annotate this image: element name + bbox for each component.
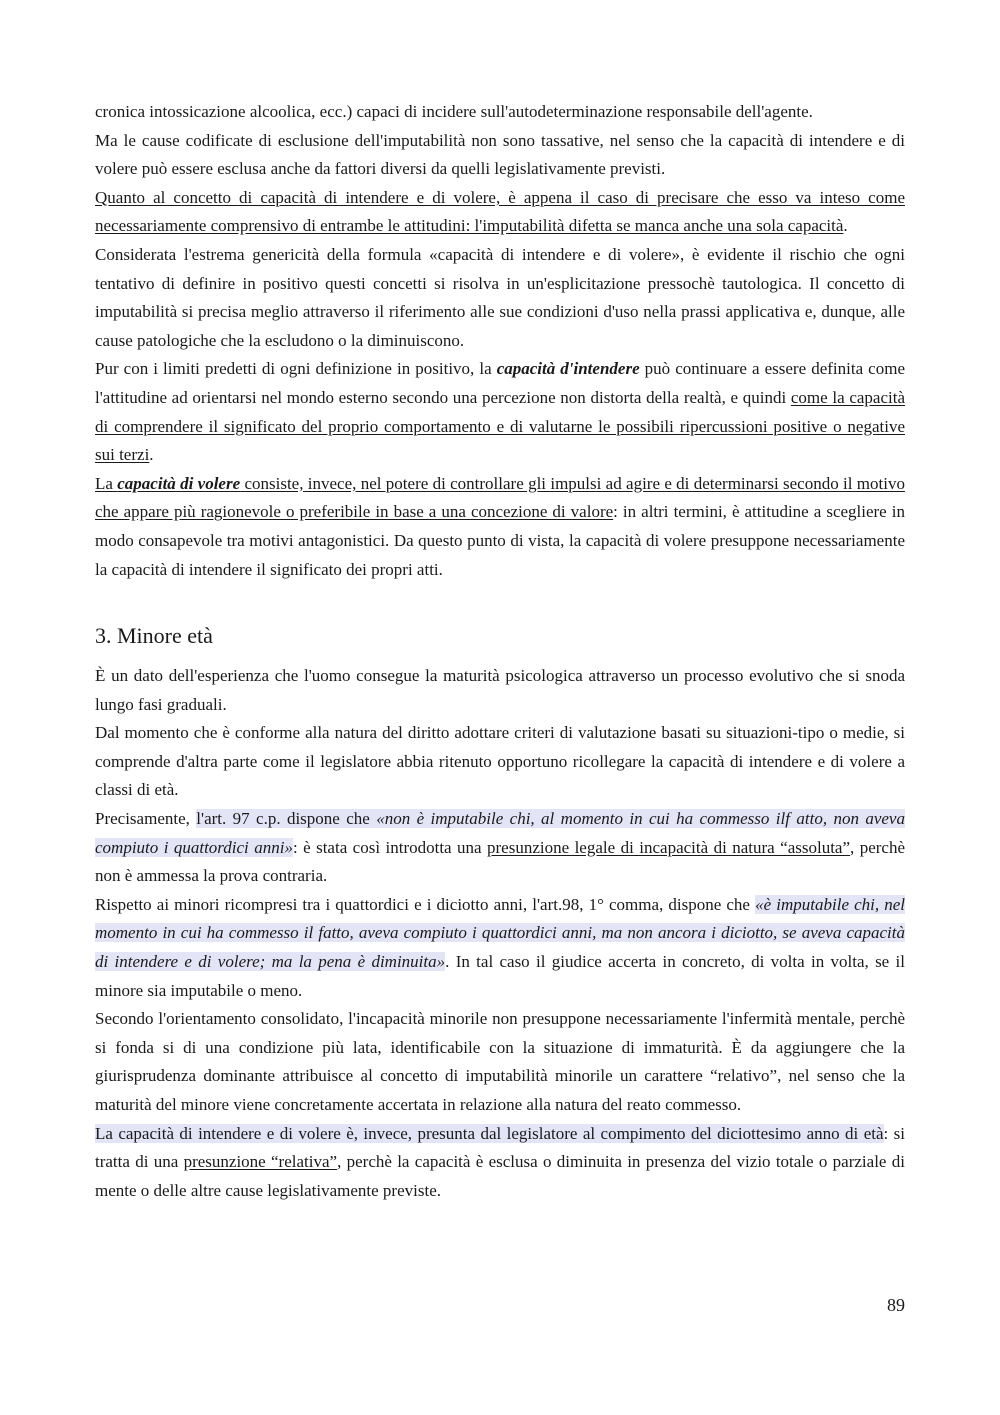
underlined-text: Quanto al concetto di capacità di intendere e di volere, è appena il caso di precisare che esso va inteso come necessariamente comprensivo di entrambe le attitudini: l'imputabilità difetta se manca anche una sola capacità (95, 187, 905, 236)
paragraph-5-text-a: Pur con i limiti predetti di ogni definizione in positivo, la (95, 359, 497, 379)
highlighted-quote: «non è imputabile chi, al momento in cui ha commesso ilf atto, non aveva compiuto i quattordici anni» (95, 809, 905, 857)
highlighted-text: l'art. 97 c.p. dispone che (196, 809, 377, 829)
section-paragraph-2: Dal momento che è conforme alla natura del diritto adottare criteri di valutazione basati su situazioni-tipo o medie, si comprende d'altra parte come il legislatore abbia ritenuto opportuno ricollegare la capacità di intendere e di volere a classi di età. (95, 723, 905, 800)
section-paragraph-3-text-a: Precisamente, (95, 809, 197, 829)
underlined-text: presunzione legale di incapacità di natura “assoluta” (487, 837, 851, 857)
paragraph-4: Considerata l'estrema genericità della formula «capacità di intendere e di volere», è evidente il rischio che ogni tentativo di definire in positivo questi concetti si risolva in un'esplicitazione pressochè tautologica. Il concetto di imputabilità si precisa meglio attraverso il riferimento alle sue condizioni d'uso nella prassi applicativa e, dunque, alle cause patologiche che la escludono o la diminuiscono. (95, 244, 905, 350)
highlighted-quote: «è imputabile chi, nel momento in cui ha commesso il fatto, aveva compiuto i quattordici anni, ma non ancora i diciotto, se aveva capacità di intendere e di volere; ma la pena è diminuita» (95, 894, 905, 972)
page-number: 89 (887, 1295, 905, 1315)
paragraph-2: Ma le cause codificate di esclusione dell'imputabilità non sono tassative, nel senso che la capacità di intendere e di volere può essere esclusa anche da fattori diversi da quelli legislativamente previsti. (95, 130, 905, 179)
paragraph-1: cronica intossicazione alcoolica, ecc.) capaci di incidere sull'autodeterminazione responsabile dell'agente. (95, 102, 813, 121)
paragraph-3-end: . (843, 216, 848, 236)
paragraph-5-text-b: può continuare a essere definita come l'attitudine ad orientarsi nel mondo esterno secondo una percezione non distorta della realtà, e quindi (95, 359, 905, 407)
underlined-text: presunzione “relativa” (183, 1152, 338, 1172)
paragraph-6-rest: : in altri termini, è attitudine a scegliere in modo consapevole tra motivi antagonistici. Da questo punto di vista, la capacità di volere presuppone necessariamente la capacità di intendere il significato dei propri atti. (95, 502, 905, 579)
section-paragraph-3-text-b: : è stata così introdotta una (292, 837, 488, 857)
bold-italic-term: capacità di volere (117, 473, 241, 493)
section-heading: 3. Minore età (95, 623, 213, 649)
section-paragraph-4-text-b: . In tal caso il giudice accerta in concreto, di volta in volta, se il minore sia imputabile o meno. (95, 952, 905, 1000)
section-paragraph-5: Secondo l'orientamento consolidato, l'incapacità minorile non presuppone necessariamente l'infermità mentale, perchè si fonda si di una condizione più lata, identificabile con la situazione di immaturità. È da aggiungere che la giurisprudenza dominante attribuisce al concetto di imputabilità minorile un carattere “relativo”, nel senso che la maturità del minore viene concretamente accertata in relazione alla natura del reato commesso. (95, 1009, 905, 1114)
underlined-text-start: La (95, 473, 118, 493)
section-paragraph-3 (95, 805, 905, 891)
document-page (95, 98, 905, 1205)
underlined-text: come la capacità di comprendere il significato del proprio comportamento e di valutarne le possibili ripercussioni positive o negative sui terzi (95, 387, 905, 465)
paragraph-5-end: . (149, 445, 154, 465)
section-paragraph-4-text-a: Rispetto ai minori ricompresi tra i quattordici e i diciotto anni, l'art.98, 1° comma, dispone che (95, 894, 756, 914)
bold-italic-term: capacità d'intendere (496, 359, 640, 379)
paragraph-5 (95, 355, 905, 469)
paragraph-6 (95, 470, 905, 584)
section-paragraph-1: È un dato dell'esperienza che l'uomo consegue la maturità psicologica attraverso un processo evolutivo che si snoda lungo fasi graduali. (95, 666, 905, 714)
section-paragraph-3-text-c: , perchè non è ammessa la prova contraria. (95, 837, 905, 886)
section-paragraph-6-text-a: : si tratta di una (95, 1123, 905, 1172)
highlighted-text: La capacità di intendere e di volere è, invece, presunta dal legislatore al compimento del diciottesimo anno di età (95, 1123, 884, 1143)
underlined-text: consiste, invece, nel potere di controllare gli impulsi ad agire e di determinarsi secondo il motivo che appare più ragionevole o preferibile in base a una concezione di valore (95, 473, 905, 522)
paragraph-3 (95, 184, 905, 241)
section-paragraph-6-text-b: , perchè la capacità è esclusa o diminuita in presenza del vizio totale o parziale di mente o delle altre cause legislativamente previste. (95, 1152, 905, 1200)
section-paragraph-4 (95, 891, 905, 1005)
section-paragraph-6 (95, 1120, 905, 1206)
